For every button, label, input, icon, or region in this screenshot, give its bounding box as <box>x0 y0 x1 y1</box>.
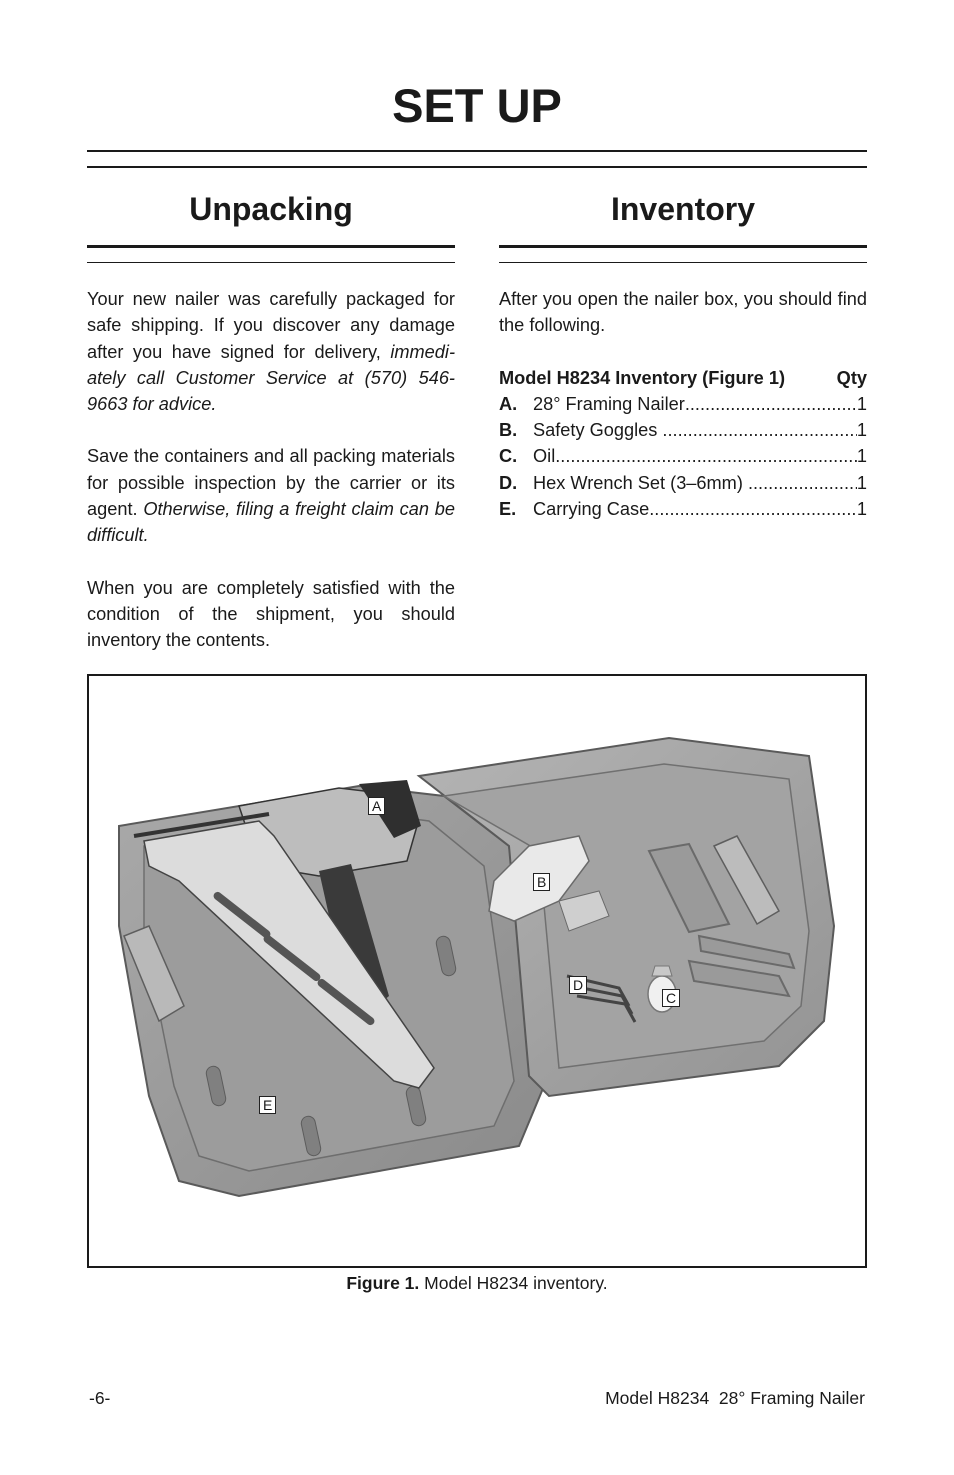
item-leader-dots <box>685 391 857 417</box>
inventory-item-c <box>499 443 867 469</box>
title-rule-bottom <box>87 166 867 168</box>
figure-caption-text: Model H8234 inventory. <box>419 1273 608 1293</box>
item-name: Hex Wrench Set (3–6mm) <box>533 472 748 493</box>
unpacking-rule-bottom <box>87 262 455 263</box>
figure-caption-label: Figure 1. <box>346 1273 420 1293</box>
item-name: Carrying Case <box>533 499 650 520</box>
callout-c: C <box>662 989 680 1007</box>
inventory-intro: After you open the nailer box, you should find the following. <box>499 289 867 336</box>
title-rule-top <box>87 150 867 152</box>
item-letter: E. <box>499 499 517 520</box>
unpacking-paragraph-2: Save the containers and all packing materials for possible inspection by the carrier or its agent. Otherwise, filing a freight claim can be difficult. <box>87 446 455 546</box>
item-qty: 1 <box>856 420 867 440</box>
page-number: -6- <box>89 1388 111 1408</box>
callout-e: E <box>259 1096 276 1114</box>
item-letter: C. <box>499 446 518 467</box>
inventory-item-d <box>499 470 867 496</box>
inventory-list <box>499 391 867 523</box>
inventory-table-header <box>499 365 867 391</box>
unpacking-paragraph-1: Your new nailer was carefully packaged for safe shipping. If you discover any damage after you have signed for delivery, immediately call Customer Service at (570) 546-9663 for advice. <box>87 289 455 415</box>
footer-model-text: Model H8234 28° Framing Nailer <box>605 1388 865 1408</box>
inventory-rule-top <box>499 245 867 248</box>
callout-b: B <box>533 873 550 891</box>
item-qty: 1 <box>856 393 867 414</box>
inventory-heading: Inventory <box>610 191 756 227</box>
item-letter: A. <box>499 393 518 414</box>
item-leader-dots <box>662 417 856 443</box>
item-name: 28° Framing Nailer <box>533 393 685 414</box>
callout-a: A <box>368 797 385 815</box>
inventory-body <box>499 286 867 523</box>
item-letter: D. <box>499 472 518 493</box>
inventory-item-e <box>499 496 867 522</box>
item-leader-dots <box>748 470 857 496</box>
inventory-rule-bottom <box>499 262 867 263</box>
carrying-case-illustration <box>89 676 865 1266</box>
item-name: Oil <box>533 446 556 467</box>
page-title: SET UP <box>392 79 562 132</box>
unpacking-heading: Unpacking <box>189 191 353 227</box>
callout-d: D <box>569 976 587 994</box>
unpacking-body <box>87 286 455 654</box>
unpacking-paragraph-3: When you are completely satisfied with the condition of the shipment, you should inventory the contents. <box>87 577 455 651</box>
item-leader-dots <box>555 443 857 469</box>
inventory-item-a <box>499 391 867 417</box>
inventory-item-b <box>499 417 867 443</box>
item-leader-dots <box>649 496 857 522</box>
figure-caption <box>0 1273 954 1294</box>
unpacking-rule-top <box>87 245 455 248</box>
item-letter: B. <box>499 420 518 440</box>
item-name: Safety Goggles <box>533 420 663 440</box>
item-qty: 1 <box>856 499 867 520</box>
item-qty: 1 <box>856 472 867 493</box>
inventory-qty-header: Qty <box>836 367 867 388</box>
inventory-table-title: Model H8234 Inventory (Figure 1) <box>499 367 786 388</box>
item-qty: 1 <box>856 446 867 467</box>
figure-1-frame <box>87 674 867 1268</box>
